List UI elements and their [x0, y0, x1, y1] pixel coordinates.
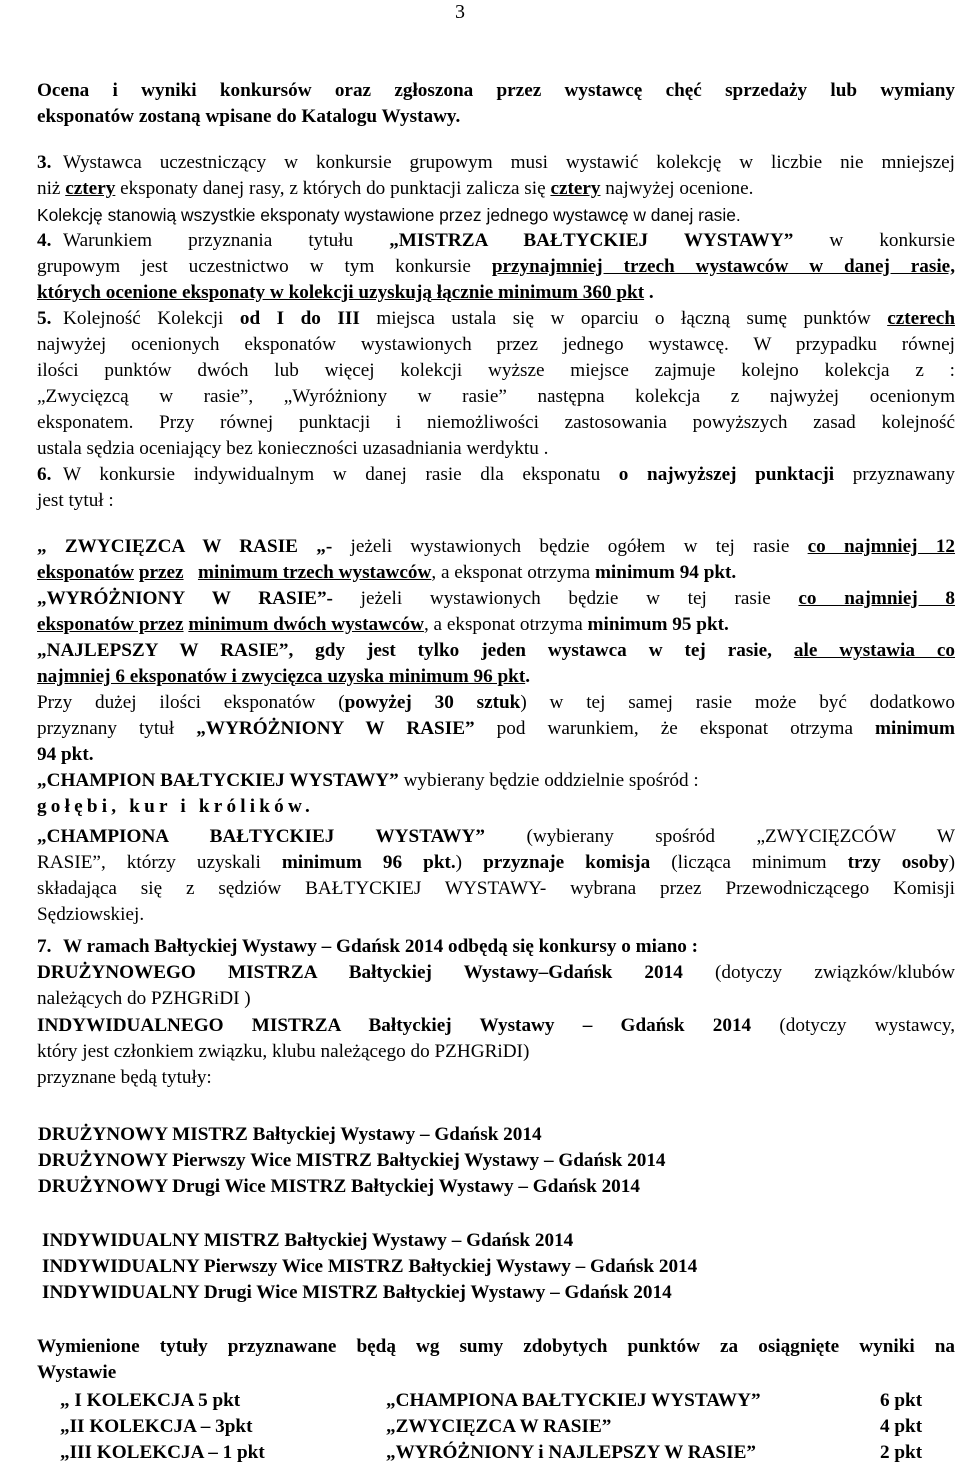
text-run: przynajmniej trzech wystawców w danej rasie,: [491, 256, 955, 277]
text-run: (dotyczy wystawcy,: [751, 1015, 955, 1036]
text-run: „ ZWYCIĘZCA W RASIE „-: [37, 536, 333, 557]
scoring-intro-line-2: Wystawie: [37, 1362, 117, 1383]
text-run: przyznany tytuł: [37, 718, 197, 739]
text-run: eksponaty danej rasy, z których do punktacji zalicza się: [115, 178, 551, 199]
text-run: eksponatów: [37, 562, 135, 583]
text-run: Warunkiem przyznania tytułu: [63, 230, 390, 251]
extra-line-1: [37, 690, 955, 716]
scoring-row-3-points: 2 pkt: [880, 1442, 923, 1463]
text-run: cztery: [550, 178, 601, 199]
text-run: co najmniej 12: [807, 536, 956, 557]
text-run: najmniej 6 eksponatów i zwycięzca uzyska minimum 96 pkt: [37, 666, 526, 687]
section-5-line-6: ustala sędzia oceniający bez konieczności uzasadniania werdyktu .: [37, 438, 549, 459]
text-run: „WYRÓŻNIONY W RASIE”-: [37, 588, 333, 609]
text-run: przez: [138, 562, 184, 583]
text-run: Przy dużej ilości eksponatów (: [37, 692, 345, 713]
text-run: co najmniej 8: [798, 588, 956, 609]
section-5-line-2: najwyżej ocenionych eksponatów wystawionych przez jednego wystawcę. W przypadku równej: [37, 334, 955, 355]
text-run: najwyżej ocenione.: [600, 178, 754, 199]
championa-line-3: składająca się z sędziów BAŁTYCKIEJ WYSTAWY- wybrana przez Przewodniczącego Komisji: [37, 878, 955, 899]
text-run: W ramach Bałtyckiej Wystawy – Gdańsk 2014 odbędą się konkursy o miano :: [63, 936, 699, 957]
scoring-row-3-right: „WYRÓŻNIONY i NAJLEPSZY W RASIE”: [386, 1442, 756, 1463]
text-run: grupowym jest uczestnictwo w tym konkursie: [37, 256, 492, 277]
text-run: cztery: [65, 178, 116, 199]
text-run: minimum 95 pkt.: [587, 614, 729, 635]
section-3-line-3: Kolekcję stanowią wszystkie eksponaty wystawione przez jednego wystawcę w danej rasie.: [37, 205, 741, 225]
text-run: (wybierany spośród „ZWYCIĘZCÓW W: [484, 826, 955, 847]
individual-title-2: INDYWIDUALNY Pierwszy Wice MISTRZ Bałtyckiej Wystawy – Gdańsk 2014: [42, 1256, 698, 1277]
text-run: których ocenione eksponaty w kolekcji uzyskują łącznie minimum 360 pkt: [37, 282, 645, 303]
text-run: (licząca minimum: [650, 852, 848, 873]
text-run: RASIE”, którzy uzyskali: [37, 852, 282, 873]
text-run: minimum trzech wystawców: [197, 562, 432, 583]
text-run: wybierany będzie oddzielnie spośród :: [398, 770, 699, 791]
extra-line-2: [37, 716, 955, 742]
text-run: jeżeli wystawionych będzie w tej rasie: [332, 588, 799, 609]
text-run: czterech: [887, 308, 955, 329]
text-run: przyznaje komisja: [483, 852, 651, 873]
scoring-intro-line-1: Wymienione tytuły przyznawane będą wg sumy zdobytych punktów za osiągnięte wyniki na: [37, 1336, 955, 1357]
text-run: „WYRÓŻNIONY W RASIE”: [196, 718, 475, 739]
text-run: 5.: [37, 308, 52, 329]
individual-master-line-1: [37, 1013, 955, 1039]
winner-line-1: [37, 534, 955, 560]
team-master-line-2: należących do PZHGRiDI ): [37, 988, 251, 1009]
text-run: , a eksponat otrzyma: [431, 562, 595, 583]
scoring-row-3-left: „III KOLEKCJA – 1 pkt: [60, 1442, 265, 1463]
team-title-3: DRUŻYNOWY Drugi Wice MISTRZ Bałtyckiej Wystawy – Gdańsk 2014: [38, 1176, 640, 1197]
text-run: ) w tej samej rasie może być dodatkowo: [520, 692, 956, 713]
text-run: powyżej 30 sztuk: [344, 692, 521, 713]
text-run: ale wystawia co: [793, 640, 955, 661]
section-5-line-3: ilości punktów dwóch lub więcej kolekcji wyższe miejsce zajmuje kolejno kolekcja z :: [37, 360, 955, 381]
text-run: , a eksponat otrzyma: [423, 614, 588, 635]
section-3-number: 3.: [37, 152, 52, 173]
best-line-1: [37, 638, 955, 664]
section-5-line-1: [37, 306, 955, 332]
text-run: przyznawany: [834, 464, 955, 485]
text-run: .: [525, 666, 531, 687]
section-6-line-2: jest tytuł :: [37, 490, 114, 511]
team-title-2: DRUŻYNOWY Pierwszy Wice MISTRZ Bałtyckiej Wystawy – Gdańsk 2014: [38, 1150, 666, 1171]
individual-master-line-2: który jest członkiem związku, klubu należącego do PZHGRiDI): [37, 1041, 530, 1062]
distinguished-line-2: [37, 612, 955, 638]
intro-line-1: Ocena i wyniki konkursów oraz zgłoszona przez wystawcę chęć sprzedaży lub wymiany: [37, 80, 955, 101]
text-run: trzy osoby: [847, 852, 949, 873]
section-4-line-2: [37, 254, 955, 280]
championa-line-2: [37, 850, 955, 876]
text-run: w konkursie: [793, 230, 955, 251]
champion-line-1: [37, 768, 955, 794]
text-run: [184, 562, 198, 583]
text-run: 7.: [37, 936, 52, 957]
section-4-line-3: [37, 280, 955, 306]
page-number: 3: [455, 1, 465, 23]
text-run: eksponatów przez: [37, 614, 184, 635]
text-run: „CHAMPION BAŁTYCKIEJ WYSTAWY”: [37, 770, 399, 791]
scoring-row-1-right: „CHAMPIONA BAŁTYCKIEJ WYSTAWY”: [386, 1390, 761, 1411]
scoring-row-2-points: 4 pkt: [880, 1416, 923, 1437]
scoring-row-1-points: 6 pkt: [880, 1390, 923, 1411]
section-3-line-1: [37, 150, 955, 176]
titles-intro: przyznane będą tytuły:: [37, 1067, 212, 1088]
text-run: jeżeli wystawionych będzie ogółem w tej rasie: [332, 536, 808, 557]
text-run: „NAJLEPSZY W RASIE”, gdy jest tylko jeden wystawca w tej rasie,: [37, 640, 794, 661]
section-5-line-5: eksponatem. Przy równej punktacji i niemożliwości zastosowania powyższych zasad kolejność: [37, 412, 955, 433]
text-run: minimum: [875, 718, 956, 739]
text-run: .: [644, 282, 654, 303]
scoring-row-2-right: „ZWYCIĘZCA W RASIE”: [386, 1416, 612, 1437]
text-run: Kolejność Kolekcji: [63, 308, 240, 329]
text-run: od I do III: [239, 308, 360, 329]
text-run: (dotyczy związków/klubów: [682, 962, 955, 983]
text-run: 4.: [37, 230, 52, 251]
champion-line-2: gołębi, kur i królików.: [37, 796, 314, 817]
section-7-line-1: [37, 934, 955, 960]
text-run: niż: [37, 178, 66, 199]
team-master-line-1: [37, 960, 955, 986]
text-run: o najwyższej punktacji: [618, 464, 835, 485]
distinguished-line-1: [37, 586, 955, 612]
championa-line-4: Sędziowskiej.: [37, 904, 145, 925]
team-title-1: DRUŻYNOWY MISTRZ Bałtyckiej Wystawy – Gdańsk 2014: [38, 1124, 542, 1145]
intro-line-2: eksponatów zostaną wpisane do Katalogu Wystawy.: [37, 106, 461, 127]
best-line-2: [37, 664, 955, 690]
text-run: miejsca ustala się w oparciu o łączną sumę punktów: [359, 308, 888, 329]
text-run: Wystawca uczestniczący w konkursie grupowym musi wystawić kolekcję w liczbie nie mniejszej: [63, 152, 955, 173]
text-run: INDYWIDUALNEGO MISTRZA Bałtyckiej Wystawy – Gdańsk 2014: [37, 1015, 752, 1036]
text-run: W konkursie indywidualnym w danej rasie dla eksponatu: [63, 464, 619, 485]
text-run: minimum 94 pkt.: [594, 562, 737, 583]
individual-title-3: INDYWIDUALNY Drugi Wice MISTRZ Bałtyckiej Wystawy – Gdańsk 2014: [42, 1282, 672, 1303]
text-run: 6.: [37, 464, 52, 485]
section-4-line-1: [37, 228, 955, 254]
section-3-line-2: [37, 176, 955, 202]
scoring-row-2-left: „II KOLEKCJA – 3pkt: [60, 1416, 253, 1437]
text-run: minimum 96 pkt.: [281, 852, 456, 873]
text-run: „MISTRZA BAŁTYCKIEJ WYSTAWY”: [389, 230, 794, 251]
text-run: ): [455, 852, 484, 873]
text-run: DRUŻYNOWEGO MISTRZA Bałtyckiej Wystawy–Gdańsk 2014: [37, 962, 683, 983]
text-run: „CHAMPIONA BAŁTYCKIEJ WYSTAWY”: [37, 826, 485, 847]
scoring-row-1-left: „ I KOLEKCJA 5 pkt: [60, 1390, 241, 1411]
text-run: minimum dwóch wystawców: [188, 614, 424, 635]
individual-title-1: INDYWIDUALNY MISTRZ Bałtyckiej Wystawy – Gdańsk 2014: [42, 1230, 574, 1251]
text-run: ): [948, 852, 956, 873]
winner-line-2: [37, 560, 955, 586]
section-5-line-4: „Zwycięzcą w rasie”, „Wyróżniony w rasie” następna kolekcja z najwyżej ocenionym: [37, 386, 955, 407]
text-run: pod warunkiem, że eksponat otrzyma: [474, 718, 876, 739]
section-6-line-1: [37, 462, 955, 488]
extra-line-3: 94 pkt.: [37, 744, 94, 765]
championa-line-1: [37, 824, 955, 850]
